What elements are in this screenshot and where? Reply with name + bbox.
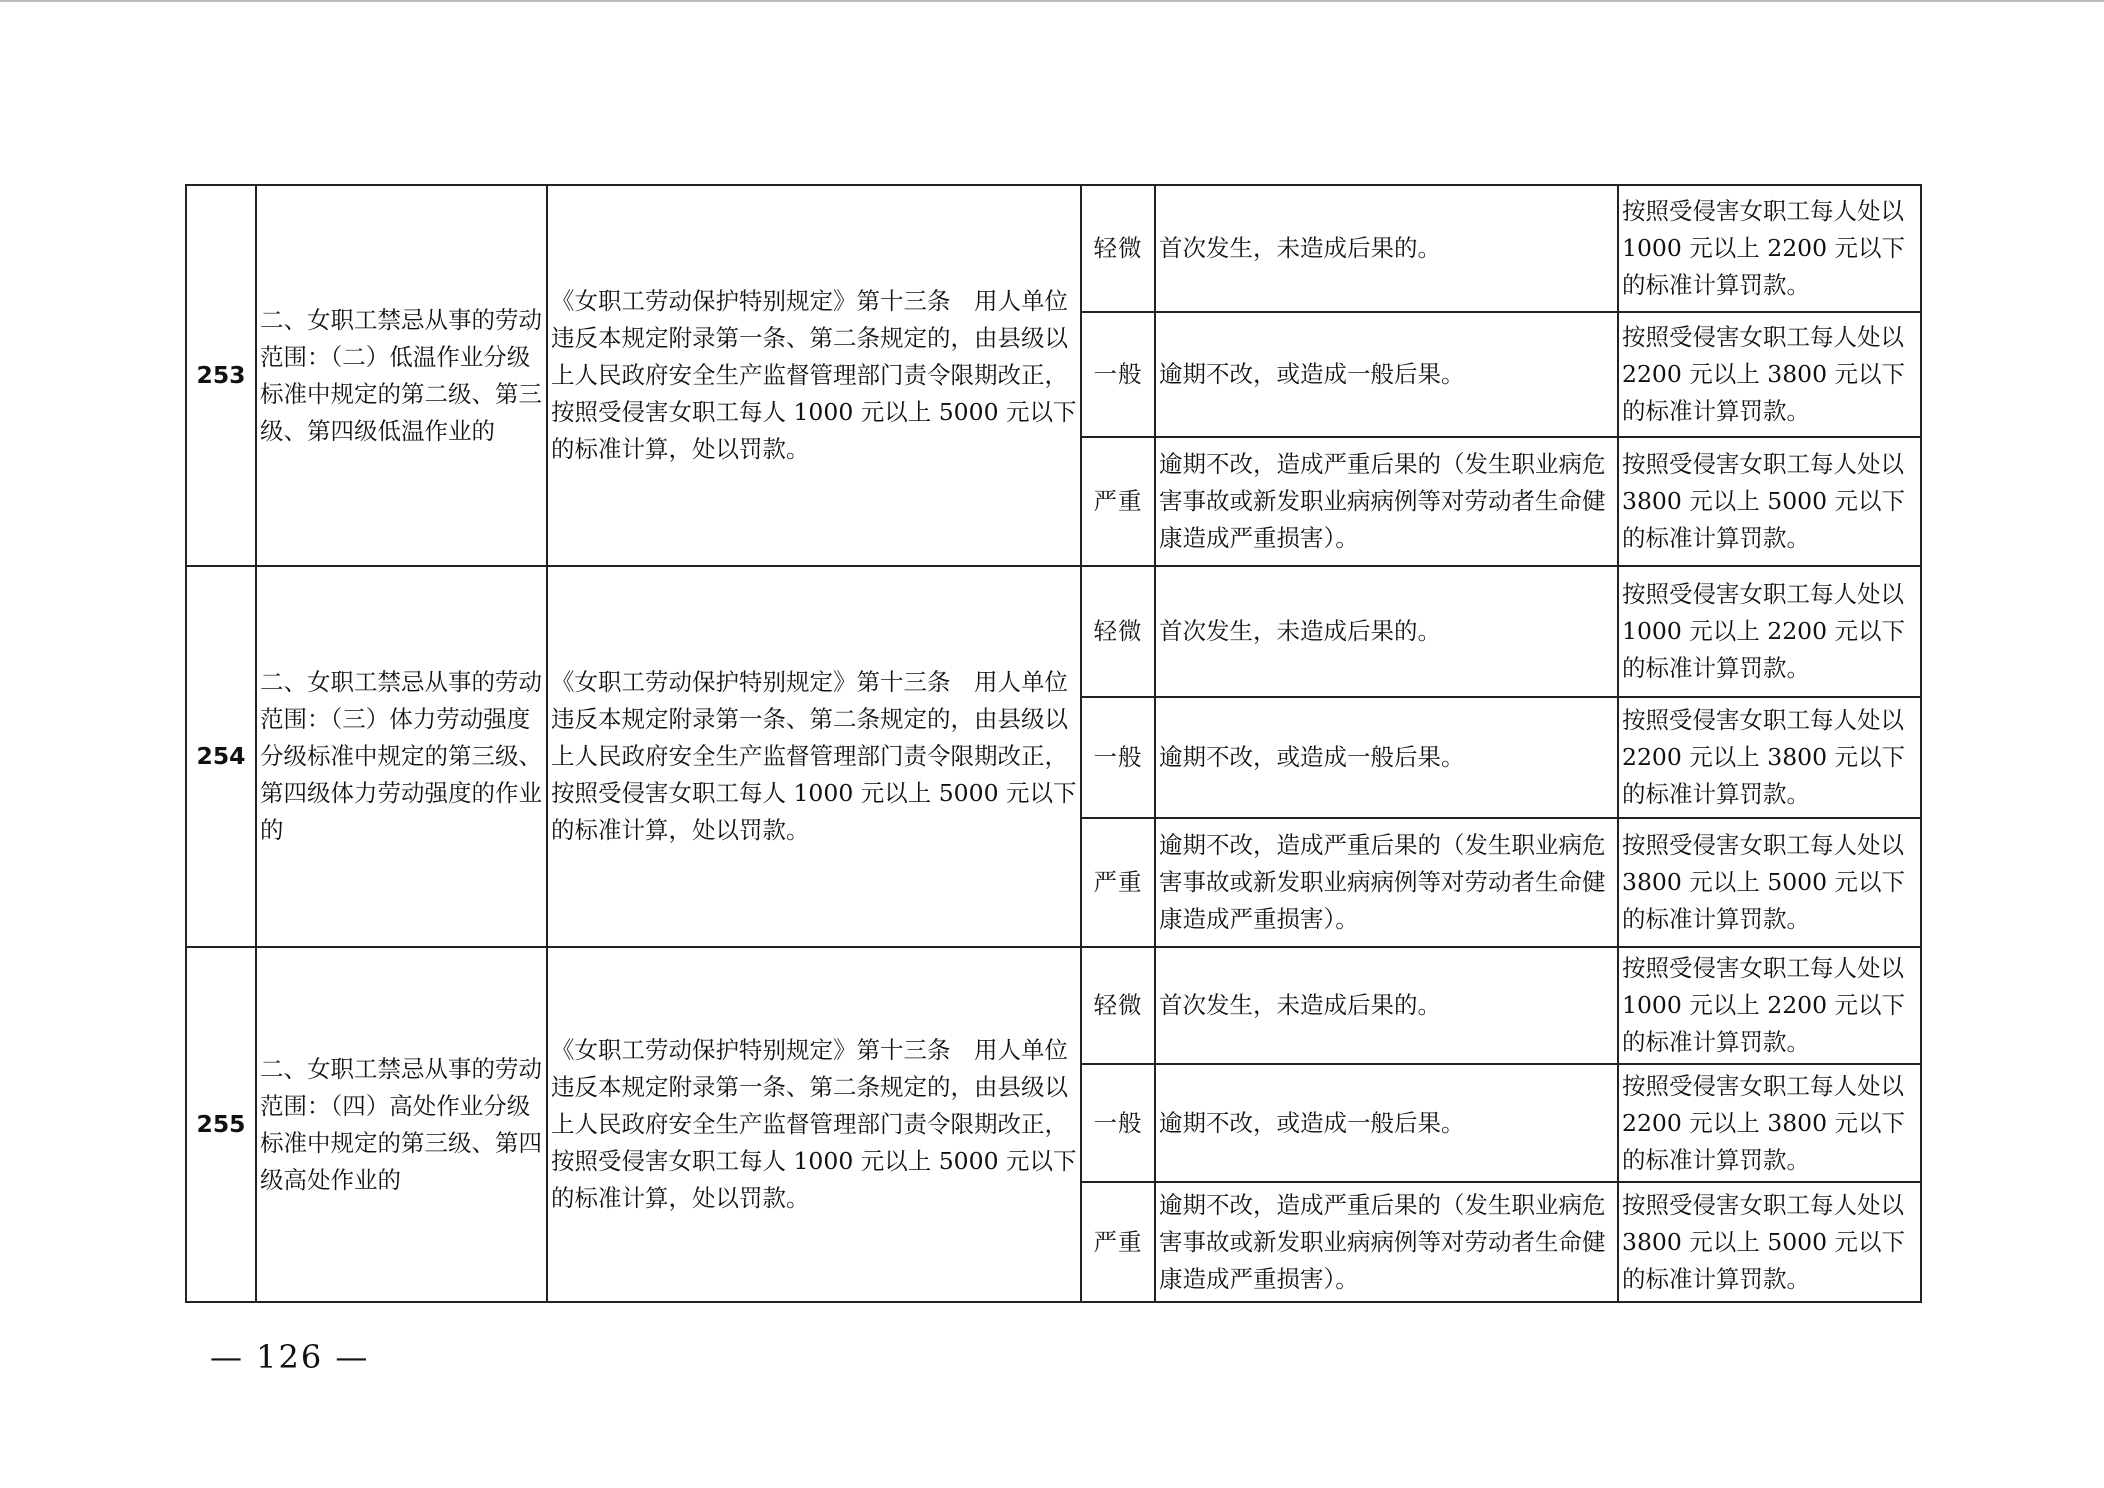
legal-basis: 《女职工劳动保护特别规定》第十三条 用人单位违反本规定附录第一条、第二条规定的，由县级以上人民政府安全生产监督管理部门责令限期改正，按照受侵害女职工每人 1000 元以上 5000 元以下的标准计算，处以罚款。: [547, 566, 1081, 947]
severity-level: 一般: [1081, 697, 1155, 818]
severity-level: 轻微: [1081, 566, 1155, 697]
penalty-standard: 按照受侵害女职工每人处以 2200 元以上 3800 元以下的标准计算罚款。: [1618, 312, 1921, 437]
table-row: [186, 185, 1921, 312]
row-number: 255: [186, 947, 256, 1302]
violation-circumstance: 首次发生，未造成后果的。: [1155, 185, 1618, 312]
table-row: [186, 566, 1921, 697]
violation-circumstance: 逾期不改，造成严重后果的（发生职业病危害事故或新发职业病病例等对劳动者生命健康造成严重损害）。: [1155, 1182, 1618, 1302]
severity-level: 轻微: [1081, 185, 1155, 312]
violation-circumstance: 逾期不改，或造成一般后果。: [1155, 697, 1618, 818]
penalty-standard: 按照受侵害女职工每人处以 2200 元以上 3800 元以下的标准计算罚款。: [1618, 1064, 1921, 1182]
penalty-standard: 按照受侵害女职工每人处以 2200 元以上 3800 元以下的标准计算罚款。: [1618, 697, 1921, 818]
violation-circumstance: 首次发生，未造成后果的。: [1155, 566, 1618, 697]
violation-circumstance: 首次发生，未造成后果的。: [1155, 947, 1618, 1064]
page-number: — 126 —: [210, 1338, 370, 1376]
violation-item: 二、女职工禁忌从事的劳动范围：（二）低温作业分级标准中规定的第二级、第三级、第四级低温作业的: [256, 185, 547, 566]
penalty-standard: 按照受侵害女职工每人处以 3800 元以上 5000 元以下的标准计算罚款。: [1618, 437, 1921, 566]
severity-level: 轻微: [1081, 947, 1155, 1064]
violation-circumstance: 逾期不改，或造成一般后果。: [1155, 1064, 1618, 1182]
violation-item: 二、女职工禁忌从事的劳动范围：（四）高处作业分级标准中规定的第三级、第四级高处作业的: [256, 947, 547, 1302]
violation-circumstance: 逾期不改，或造成一般后果。: [1155, 312, 1618, 437]
violation-item: 二、女职工禁忌从事的劳动范围：（三）体力劳动强度分级标准中规定的第三级、第四级体力劳动强度的作业的: [256, 566, 547, 947]
severity-level: 一般: [1081, 312, 1155, 437]
legal-basis: 《女职工劳动保护特别规定》第十三条 用人单位违反本规定附录第一条、第二条规定的，由县级以上人民政府安全生产监督管理部门责令限期改正，按照受侵害女职工每人 1000 元以上 5000 元以下的标准计算，处以罚款。: [547, 185, 1081, 566]
table-row: [186, 947, 1921, 1064]
violation-circumstance: 逾期不改，造成严重后果的（发生职业病危害事故或新发职业病病例等对劳动者生命健康造成严重损害）。: [1155, 437, 1618, 566]
penalty-standard: 按照受侵害女职工每人处以 3800 元以上 5000 元以下的标准计算罚款。: [1618, 818, 1921, 947]
row-number: 254: [186, 566, 256, 947]
penalty-standard: 按照受侵害女职工每人处以 1000 元以上 2200 元以下的标准计算罚款。: [1618, 947, 1921, 1064]
legal-basis: 《女职工劳动保护特别规定》第十三条 用人单位违反本规定附录第一条、第二条规定的，由县级以上人民政府安全生产监督管理部门责令限期改正，按照受侵害女职工每人 1000 元以上 5000 元以下的标准计算，处以罚款。: [547, 947, 1081, 1302]
penalty-standard: 按照受侵害女职工每人处以 1000 元以上 2200 元以下的标准计算罚款。: [1618, 566, 1921, 697]
row-number: 253: [186, 185, 256, 566]
top-border-line: [0, 0, 2104, 2]
severity-level: 严重: [1081, 437, 1155, 566]
penalty-standard: 按照受侵害女职工每人处以 1000 元以上 2200 元以下的标准计算罚款。: [1618, 185, 1921, 312]
severity-level: 一般: [1081, 1064, 1155, 1182]
penalty-standard: 按照受侵害女职工每人处以 3800 元以上 5000 元以下的标准计算罚款。: [1618, 1182, 1921, 1302]
penalty-standard-table: [185, 184, 1922, 1303]
severity-level: 严重: [1081, 1182, 1155, 1302]
violation-circumstance: 逾期不改，造成严重后果的（发生职业病危害事故或新发职业病病例等对劳动者生命健康造成严重损害）。: [1155, 818, 1618, 947]
severity-level: 严重: [1081, 818, 1155, 947]
